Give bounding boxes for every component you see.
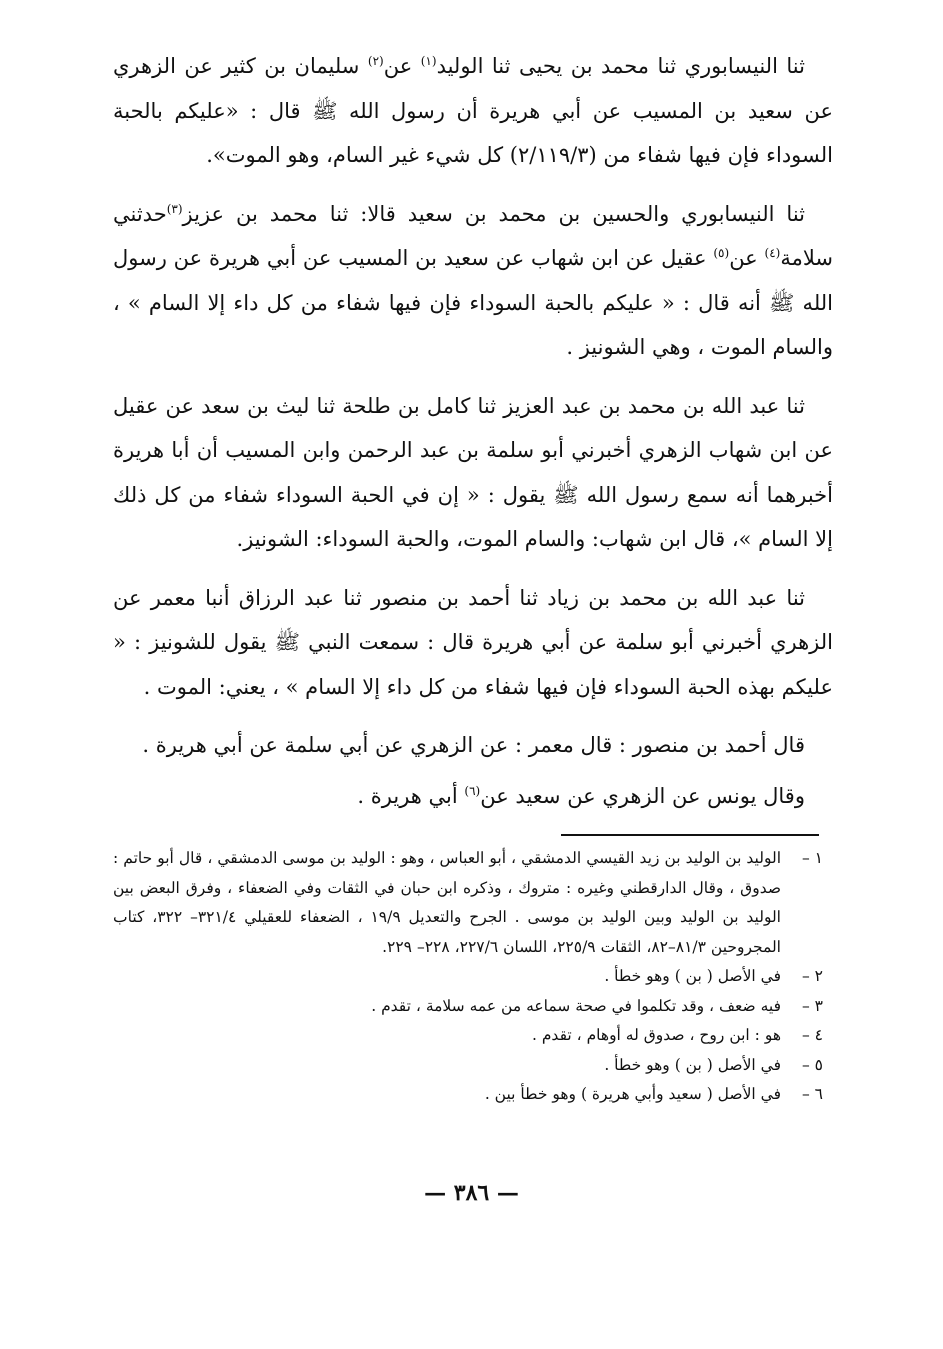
footnote-number: ٣ – bbox=[801, 996, 823, 1015]
footnote-text: هو : ابن روح ، صدوق له أوهام ، تقدم . bbox=[531, 1026, 781, 1044]
footnote-number: ٦ – bbox=[801, 1085, 823, 1103]
text-run: وقال يونس عن الزهري عن سعيد عن bbox=[480, 783, 805, 808]
footnote-5 bbox=[113, 1051, 823, 1081]
footnote-ref: (٤) bbox=[764, 246, 781, 260]
footnote-1 bbox=[113, 844, 823, 962]
footnote-3 bbox=[113, 992, 823, 1022]
footnote-number: ١ – bbox=[801, 849, 823, 867]
footnote-number: ٥ – bbox=[801, 1055, 823, 1074]
text-run: ثنا عبد الله بن محمد بن زياد ثنا أحمد بن منصور ثنا عبد الرزاق أنبا معمر عن الزهري أخبرني أبو سلمة عن أبي هريرة قال : سمعت النبي ﷺ يقول للشونيز : « عليكم بهذه الحبة السوداء فإن فيها شفاء من كل داء إلا السام » ، يعني: الموت . bbox=[113, 585, 833, 699]
hadith-paragraph-2 bbox=[113, 192, 833, 370]
text-run: أبي هريرة . bbox=[357, 783, 465, 808]
hadith-paragraph-5 bbox=[113, 723, 833, 768]
footnote-text: فيه ضعف ، وقد تكلموا في صحة سماعه من عمه سلامة ، تقدم . bbox=[371, 996, 781, 1015]
text-run: سليمان بن كثير عن الزهري عن سعيد بن المسيب عن أبي هريرة أن رسول الله ﷺ قال : «عليكم بالحبة السوداء فإن فيها شفاء من (٢/١١٩/٣) كل شيء غير السام، وهو الموت». bbox=[113, 54, 833, 167]
footnote-ref: (٢) bbox=[367, 54, 384, 68]
text-run: عقيل عن ابن شهاب عن سعيد بن المسيب عن أبي هريرة عن رسول الله ﷺ أنه قال : « عليكم بالحبة السوداء فإن فيها شفاء من كل داء إلا السام » ، والسام الموت ، وهي الشونيز . bbox=[113, 246, 833, 359]
text-run: عن bbox=[729, 246, 765, 270]
footnote-4 bbox=[113, 1021, 823, 1051]
footnote-ref: (٥) bbox=[713, 246, 730, 260]
text-run: ثنا عبد الله بن محمد بن عبد العزيز ثنا كامل بن طلحة ثنا ليث بن سعد عن عقيل عن ابن شهاب الزهري أخبرني أبو سلمة بن عبد الرحمن وابن المسيب أن أبا هريرة أخبرهما أنه سمع رسول الله ﷺ يقول : « إن في الحبة السوداء شفاء من كل ذلك إلا السام »، قال ابن شهاب: والسام الموت، والحبة السوداء: الشونيز. bbox=[113, 393, 833, 551]
footnote-number: ٢ – bbox=[801, 967, 823, 985]
footnote-number: ٤ – bbox=[801, 1026, 823, 1044]
footnote-2 bbox=[113, 962, 823, 992]
footnote-6 bbox=[113, 1080, 823, 1110]
footnote-ref: (٦) bbox=[464, 783, 481, 798]
footnote-text: في الأصل ( بن ) وهو خطأ . bbox=[604, 1055, 781, 1074]
text-run: حدثني سلامة bbox=[113, 201, 833, 270]
footnote-ref: (٣) bbox=[166, 201, 183, 216]
footnote-divider bbox=[561, 834, 819, 836]
footnote-ref: (١) bbox=[420, 54, 437, 68]
main-text bbox=[113, 44, 833, 824]
footnotes bbox=[113, 844, 823, 1110]
text-run: ثنا النيسابوري ثنا محمد بن يحيى ثنا الوليد bbox=[436, 54, 805, 78]
page-number: — ٣٨٦ — bbox=[424, 1180, 519, 1206]
footnote-text: في الأصل ( سعيد وأبي هريرة ) وهو خطأ بين . bbox=[484, 1085, 781, 1103]
text-run: عن bbox=[383, 54, 421, 78]
footnote-text: الوليد بن الوليد بن زيد القيسي الدمشقي ، أبو العباس ، وهو : الوليد بن موسى الدمشقي ، قال أبو حاتم : صدوق ، وقال الدارقطني وغيره : متروك ، وذكره ابن حبان في الثقات وفي الضعفاء ، وفرق البعض بين الوليد بن الوليد وبين الوليد بن موسى . الجرح والتعديل ١٩/٩ ، الضعفاء للعقيلي ٣٢١/٤– ٣٢٢، كتاب المجروحين ٨١/٣–٨٢، الثقات ٢٢٥/٩، اللسان ٢٢٧/٦، ٢٢٨– ٢٢٩. bbox=[113, 849, 781, 956]
hadith-paragraph-3 bbox=[113, 384, 833, 562]
footnote-text: في الأصل ( بن ) وهو خطأ . bbox=[604, 967, 781, 985]
text-run: قال أحمد بن منصور : قال معمر : عن الزهري عن أبي سلمة عن أبي هريرة . bbox=[142, 733, 805, 757]
hadith-paragraph-4 bbox=[113, 576, 833, 710]
text-run: ثنا النيسابوري والحسين بن محمد بن سعيد قالا: ثنا محمد بن عزيز bbox=[182, 201, 805, 226]
hadith-paragraph-1 bbox=[113, 44, 833, 178]
hadith-paragraph-6 bbox=[113, 774, 833, 819]
